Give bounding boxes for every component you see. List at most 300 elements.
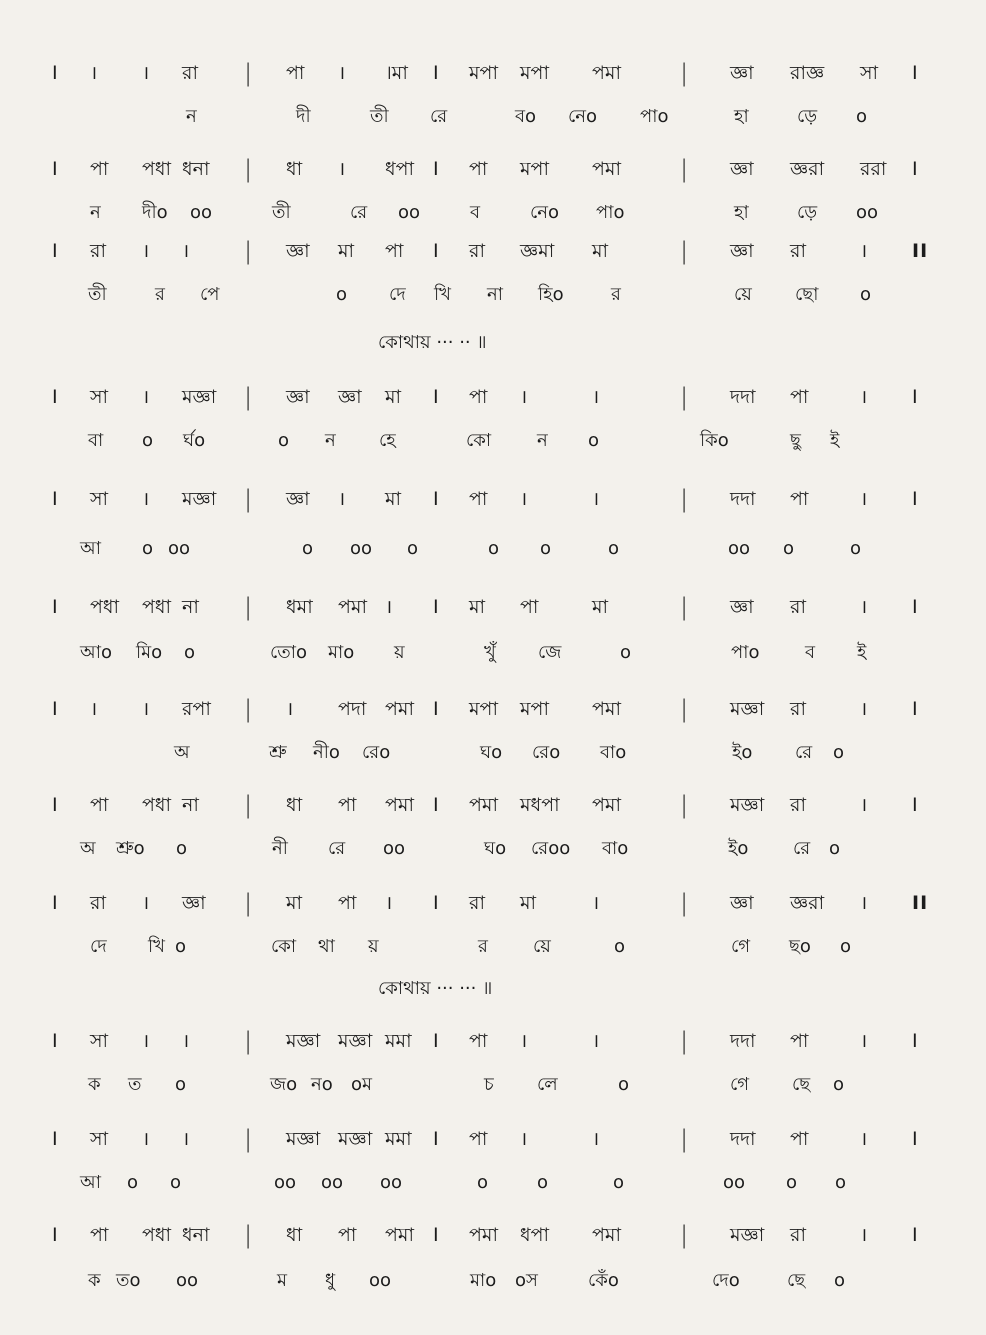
- note-cell: পমা: [592, 698, 621, 720]
- lyric-syllable: কো: [271, 936, 297, 957]
- double-bar-line: II: [912, 240, 929, 262]
- lyric-syllable: o: [840, 936, 852, 957]
- notation-row: [0, 592, 986, 622]
- note-cell: রা: [90, 240, 106, 262]
- bar-line: |: [244, 155, 253, 183]
- lyric-syllable: নo: [311, 1074, 333, 1095]
- lyric-syllable: য়ে: [533, 936, 551, 957]
- lyric-syllable: ড়ে: [797, 202, 818, 223]
- lyric-syllable: ন: [325, 430, 336, 451]
- bar-line: I: [912, 158, 918, 180]
- note-cell: সা: [90, 1030, 109, 1052]
- lyric-syllable: শ্রুo: [116, 838, 145, 859]
- lyric-syllable: ছে: [792, 1074, 811, 1095]
- lyric-syllable: খি: [148, 936, 165, 957]
- note-cell: পমা: [592, 794, 621, 816]
- lyric-syllable: ক: [88, 1074, 101, 1095]
- lyric-syllable: ধু: [325, 1270, 336, 1291]
- lyric-syllable: রেoo: [531, 838, 571, 859]
- lyric-syllable: oস: [515, 1270, 538, 1291]
- lyric-row: [0, 102, 986, 132]
- lyric-syllable: ন: [537, 430, 548, 451]
- lyric-syllable: o: [856, 106, 868, 127]
- note-cell: ।: [860, 488, 868, 510]
- lyric-syllable: আo: [80, 642, 113, 663]
- note-cell: মা: [520, 892, 537, 914]
- note-cell: রাজ্ঞ: [790, 62, 825, 84]
- bar-line: |: [680, 155, 689, 183]
- note-cell: রপা: [182, 698, 211, 720]
- note-cell: পা: [790, 488, 809, 510]
- lyric-row: [0, 198, 986, 228]
- bar-line: |: [244, 1027, 253, 1055]
- bar-line: |: [244, 1125, 253, 1153]
- lyric-syllable: oo: [168, 538, 191, 559]
- lyric-syllable: o: [829, 838, 841, 859]
- note-cell: ধপা: [385, 158, 415, 180]
- note-cell: পমা: [469, 794, 498, 816]
- lyric-syllable: ছো: [795, 284, 819, 305]
- note-cell: মজ্ঞা: [730, 1224, 765, 1246]
- lyric-syllable: o: [184, 642, 196, 663]
- lyric-syllable: য়: [394, 642, 405, 663]
- note-cell: পমা: [469, 1224, 498, 1246]
- lyric-syllable: দে: [90, 936, 107, 957]
- note-cell: মমা: [385, 1128, 412, 1150]
- note-cell: ধা: [286, 1224, 303, 1246]
- lyric-syllable: দেo: [712, 1270, 740, 1291]
- bar-line: I: [433, 240, 439, 262]
- lyric-syllable: oo: [383, 838, 406, 859]
- bar-line: I: [52, 386, 58, 408]
- notation-row: [0, 382, 986, 412]
- lyric-syllable: oo: [176, 1270, 199, 1291]
- bar-line: I: [52, 158, 58, 180]
- bar-line: |: [680, 791, 689, 819]
- note-cell: ।: [90, 62, 98, 84]
- refrain-line: কোথায় ··· ·· ॥: [378, 332, 487, 353]
- lyric-syllable: o: [142, 430, 154, 451]
- bar-line: I: [433, 488, 439, 510]
- note-cell: রা: [90, 892, 106, 914]
- lyric-syllable: রে: [793, 838, 811, 859]
- lyric-syllable: বা: [88, 430, 104, 451]
- note-cell: পা: [338, 892, 357, 914]
- bar-line: |: [244, 1221, 253, 1249]
- lyric-syllable: oo: [321, 1172, 344, 1193]
- bar-line: I: [433, 794, 439, 816]
- lyric-syllable: ই: [857, 642, 867, 663]
- lyric-syllable: ম: [277, 1270, 287, 1291]
- note-cell: ।: [142, 1030, 150, 1052]
- lyric-syllable: o: [833, 742, 845, 763]
- note-cell: জ্ঞা: [286, 386, 310, 408]
- note-cell: ।: [860, 1224, 868, 1246]
- bar-line: I: [433, 1224, 439, 1246]
- lyric-syllable: o: [170, 1172, 182, 1193]
- note-cell: মা: [286, 892, 303, 914]
- bar-line: I: [912, 698, 918, 720]
- bar-line: |: [244, 237, 253, 265]
- lyric-syllable: খুঁ: [484, 642, 496, 663]
- note-cell: ।: [860, 698, 868, 720]
- lyric-syllable: য়: [368, 936, 379, 957]
- lyric-syllable: নেo: [568, 106, 598, 127]
- note-cell: ।: [90, 698, 98, 720]
- lyric-syllable: o: [613, 1172, 625, 1193]
- lyric-syllable: শ্রু: [269, 742, 287, 763]
- note-cell: পমা: [338, 596, 367, 618]
- lyric-syllable: রে: [350, 202, 368, 223]
- lyric-syllable: ব: [470, 202, 481, 223]
- note-cell: পা: [90, 794, 109, 816]
- lyric-syllable: জে: [538, 642, 562, 663]
- lyric-syllable: o: [783, 538, 795, 559]
- note-cell: ।: [592, 1128, 600, 1150]
- lyric-syllable: নী: [272, 838, 288, 859]
- note-cell: পধা: [142, 794, 172, 816]
- note-cell: পা: [90, 1224, 109, 1246]
- bar-line: |: [244, 593, 253, 621]
- note-cell: সা: [90, 386, 109, 408]
- note-cell: পমা: [592, 158, 621, 180]
- lyric-syllable: য়ে: [734, 284, 752, 305]
- lyric-syllable: o: [175, 936, 187, 957]
- bar-line: I: [912, 386, 918, 408]
- note-cell: মজ্ঞা: [338, 1128, 373, 1150]
- note-cell: রা: [790, 698, 806, 720]
- note-cell: পা: [790, 1128, 809, 1150]
- note-cell: ।মা: [385, 62, 408, 84]
- lyric-syllable: দী: [296, 106, 311, 127]
- bar-line: |: [680, 1221, 689, 1249]
- note-cell: পা: [385, 240, 404, 262]
- note-cell: পা: [790, 1030, 809, 1052]
- lyric-syllable: বo: [515, 106, 537, 127]
- note-cell: পা: [469, 386, 488, 408]
- lyric-syllable: পাo: [731, 642, 760, 663]
- lyric-row: [0, 1266, 986, 1296]
- bar-line: |: [244, 889, 253, 917]
- note-cell: ।: [142, 240, 150, 262]
- lyric-syllable: হা: [734, 106, 749, 127]
- note-cell: মজ্ঞা: [286, 1128, 321, 1150]
- bar-line: I: [433, 892, 439, 914]
- bar-line: I: [433, 596, 439, 618]
- bar-line: I: [433, 1128, 439, 1150]
- bar-line: I: [52, 698, 58, 720]
- lyric-syllable: ড়ে: [797, 106, 818, 127]
- note-cell: পা: [520, 596, 539, 618]
- lyric-syllable: রেo: [362, 742, 391, 763]
- lyric-syllable: oo: [856, 202, 879, 223]
- note-cell: জ্ঞা: [182, 892, 206, 914]
- lyric-row: [0, 638, 986, 668]
- note-cell: মা: [592, 596, 609, 618]
- note-cell: ।: [142, 1128, 150, 1150]
- lyric-syllable: মাo: [328, 642, 355, 663]
- lyric-syllable: o: [278, 430, 290, 451]
- note-cell: দদা: [730, 488, 756, 510]
- bar-line: |: [680, 59, 689, 87]
- lyric-syllable: ছo: [789, 936, 811, 957]
- note-cell: ।: [142, 488, 150, 510]
- note-cell: ররা: [860, 158, 887, 180]
- lyric-row: [0, 426, 986, 456]
- note-cell: মপা: [520, 158, 549, 180]
- lyric-syllable: o: [537, 1172, 549, 1193]
- lyric-syllable: র: [155, 284, 165, 305]
- lyric-syllable: o: [588, 430, 600, 451]
- lyric-syllable: তী: [88, 284, 107, 305]
- bar-line: I: [52, 1224, 58, 1246]
- note-cell: ।: [338, 158, 346, 180]
- lyric-syllable: দে: [389, 284, 406, 305]
- bar-line: I: [52, 892, 58, 914]
- lyric-syllable: ই: [830, 430, 840, 451]
- bar-line: I: [912, 1128, 918, 1150]
- bar-line: I: [433, 1030, 439, 1052]
- note-cell: ।: [860, 240, 868, 262]
- lyric-syllable: কিo: [700, 430, 729, 451]
- note-cell: না: [182, 794, 199, 816]
- lyric-row: [0, 738, 986, 768]
- lyric-syllable: o: [834, 1270, 846, 1291]
- lyric-syllable: থা: [318, 936, 335, 957]
- bar-line: I: [52, 596, 58, 618]
- lyric-syllable: o: [786, 1172, 798, 1193]
- note-cell: সা: [860, 62, 879, 84]
- bar-line: I: [52, 1030, 58, 1052]
- note-cell: পা: [286, 62, 305, 84]
- lyric-syllable: o: [608, 538, 620, 559]
- note-cell: মপা: [520, 698, 549, 720]
- lyric-syllable: o: [127, 1172, 139, 1193]
- note-cell: পা: [469, 488, 488, 510]
- lyric-row: [0, 932, 986, 962]
- lyric-syllable: রে: [328, 838, 346, 859]
- lyric-syllable: o: [860, 284, 872, 305]
- note-cell: পা: [469, 158, 488, 180]
- note-cell: ।: [592, 1030, 600, 1052]
- note-cell: ধমা: [286, 596, 313, 618]
- lyric-row: [0, 280, 986, 310]
- bar-line: |: [680, 1027, 689, 1055]
- note-cell: ধা: [286, 794, 303, 816]
- notation-row: [0, 694, 986, 724]
- bar-line: |: [680, 695, 689, 723]
- note-cell: পা: [338, 794, 357, 816]
- note-cell: ।: [860, 892, 868, 914]
- note-cell: মা: [469, 596, 486, 618]
- lyric-syllable: অ: [174, 742, 190, 763]
- note-cell: জ্ঞা: [730, 158, 754, 180]
- note-cell: জ্ঞা: [730, 240, 754, 262]
- note-cell: মমা: [385, 1030, 412, 1052]
- lyric-syllable: রেo: [532, 742, 561, 763]
- bar-line: I: [52, 794, 58, 816]
- lyric-syllable: oo: [190, 202, 213, 223]
- notation-row: [0, 1220, 986, 1250]
- note-cell: মজ্ঞা: [338, 1030, 373, 1052]
- lyric-syllable: ঘo: [480, 742, 503, 763]
- lyric-syllable: oo: [380, 1172, 403, 1193]
- note-cell: ।: [142, 386, 150, 408]
- note-cell: মা: [338, 240, 355, 262]
- lyric-syllable: o: [407, 538, 419, 559]
- note-cell: রা: [182, 62, 198, 84]
- note-cell: মজ্ঞা: [730, 794, 765, 816]
- bar-line: |: [244, 695, 253, 723]
- bar-line: |: [680, 1125, 689, 1153]
- note-cell: মধপা: [520, 794, 560, 816]
- lyric-syllable: হা: [734, 202, 749, 223]
- note-cell: ।: [860, 794, 868, 816]
- lyric-syllable: ত: [128, 1074, 142, 1095]
- bar-line: |: [680, 593, 689, 621]
- bar-line: I: [912, 794, 918, 816]
- bar-line: I: [52, 488, 58, 510]
- lyric-syllable: ইo: [728, 838, 749, 859]
- note-cell: দদা: [730, 1030, 756, 1052]
- note-cell: ধপা: [520, 1224, 550, 1246]
- bar-line: |: [244, 791, 253, 819]
- note-cell: ধা: [286, 158, 303, 180]
- lyric-syllable: oo: [350, 538, 373, 559]
- lyric-syllable: oo: [723, 1172, 746, 1193]
- lyric-syllable: নেo: [530, 202, 560, 223]
- bar-line: |: [244, 59, 253, 87]
- bar-line: |: [244, 485, 253, 513]
- lyric-syllable: oo: [274, 1172, 297, 1193]
- note-cell: রা: [790, 596, 806, 618]
- notation-row: [0, 58, 986, 88]
- note-cell: পা: [90, 158, 109, 180]
- lyric-syllable: ব: [805, 642, 816, 663]
- note-cell: ।: [338, 62, 346, 84]
- bar-line: |: [680, 889, 689, 917]
- lyric-syllable: অ: [80, 838, 96, 859]
- lyric-syllable: তo: [116, 1270, 141, 1291]
- lyric-syllable: মাo: [470, 1270, 497, 1291]
- note-cell: পমা: [592, 1224, 621, 1246]
- note-cell: দদা: [730, 1128, 756, 1150]
- bar-line: I: [52, 62, 58, 84]
- lyric-syllable: পাo: [596, 202, 625, 223]
- lyric-syllable: ন: [90, 202, 101, 223]
- lyric-syllable: লে: [537, 1074, 558, 1095]
- lyric-syllable: oম: [351, 1074, 373, 1095]
- lyric-row: [0, 534, 986, 564]
- notation-row: [0, 236, 986, 266]
- note-cell: ।: [592, 892, 600, 914]
- lyric-syllable: o: [176, 838, 188, 859]
- lyric-syllable: ইo: [732, 742, 753, 763]
- note-cell: মপা: [469, 62, 498, 84]
- note-cell: ।: [142, 62, 150, 84]
- lyric-syllable: না: [487, 284, 503, 305]
- note-cell: ধনা: [182, 1224, 210, 1246]
- note-cell: মপা: [469, 698, 498, 720]
- lyric-syllable: গে: [730, 1074, 750, 1095]
- note-cell: ধনা: [182, 158, 210, 180]
- note-cell: জ্ঞরা: [790, 892, 825, 914]
- notation-row: [0, 1124, 986, 1154]
- note-cell: পা: [469, 1030, 488, 1052]
- lyric-syllable: খি: [434, 284, 451, 305]
- note-cell: রা: [790, 1224, 806, 1246]
- note-cell: জ্ঞা: [286, 240, 310, 262]
- note-cell: ।: [182, 240, 190, 262]
- lyric-syllable: বাo: [602, 838, 629, 859]
- lyric-syllable: গে: [731, 936, 751, 957]
- note-cell: মজ্ঞা: [730, 698, 765, 720]
- note-cell: ।: [860, 1128, 868, 1150]
- note-cell: পধা: [90, 596, 120, 618]
- lyric-syllable: কো: [466, 430, 492, 451]
- note-cell: রা: [790, 794, 806, 816]
- note-cell: ।: [520, 488, 528, 510]
- lyric-syllable: আ: [80, 538, 101, 559]
- note-cell: ।: [592, 488, 600, 510]
- note-cell: মজ্ঞা: [182, 488, 217, 510]
- note-cell: জ্ঞা: [730, 596, 754, 618]
- bar-line: |: [680, 237, 689, 265]
- note-cell: দদা: [730, 386, 756, 408]
- bar-line: I: [912, 488, 918, 510]
- lyric-syllable: তোo: [270, 642, 308, 663]
- lyric-syllable: o: [302, 538, 314, 559]
- note-cell: জ্ঞা: [730, 892, 754, 914]
- note-cell: জ্ঞা: [286, 488, 310, 510]
- note-cell: রা: [790, 240, 806, 262]
- lyric-row: [0, 1070, 986, 1100]
- lyric-syllable: o: [835, 1172, 847, 1193]
- bar-line: I: [912, 596, 918, 618]
- lyric-syllable: জo: [270, 1074, 298, 1095]
- notation-row: [0, 484, 986, 514]
- note-cell: জ্ঞমা: [520, 240, 555, 262]
- note-cell: পা: [469, 1128, 488, 1150]
- lyric-syllable: o: [620, 642, 632, 663]
- note-cell: সা: [90, 488, 109, 510]
- lyric-syllable: র: [611, 284, 621, 305]
- lyric-syllable: o: [850, 538, 862, 559]
- lyric-syllable: o: [833, 1074, 845, 1095]
- note-cell: পমা: [385, 794, 414, 816]
- note-cell: পমা: [385, 698, 414, 720]
- bar-line: I: [912, 1030, 918, 1052]
- bar-line: |: [244, 383, 253, 411]
- lyric-syllable: পে: [200, 284, 220, 305]
- notation-row: [0, 790, 986, 820]
- note-cell: মজ্ঞা: [182, 386, 217, 408]
- note-cell: জ্ঞরা: [790, 158, 825, 180]
- lyric-syllable: o: [540, 538, 552, 559]
- lyric-syllable: oo: [369, 1270, 392, 1291]
- lyric-syllable: কেঁo: [588, 1270, 619, 1291]
- lyric-syllable: ঘo: [484, 838, 507, 859]
- note-cell: পধা: [142, 1224, 172, 1246]
- note-cell: ।: [592, 386, 600, 408]
- bar-line: I: [912, 62, 918, 84]
- note-cell: ।: [142, 698, 150, 720]
- lyric-syllable: আ: [80, 1172, 101, 1193]
- notation-row: [0, 888, 986, 918]
- bar-line: I: [433, 62, 439, 84]
- note-cell: ।: [520, 386, 528, 408]
- note-cell: মা: [385, 386, 402, 408]
